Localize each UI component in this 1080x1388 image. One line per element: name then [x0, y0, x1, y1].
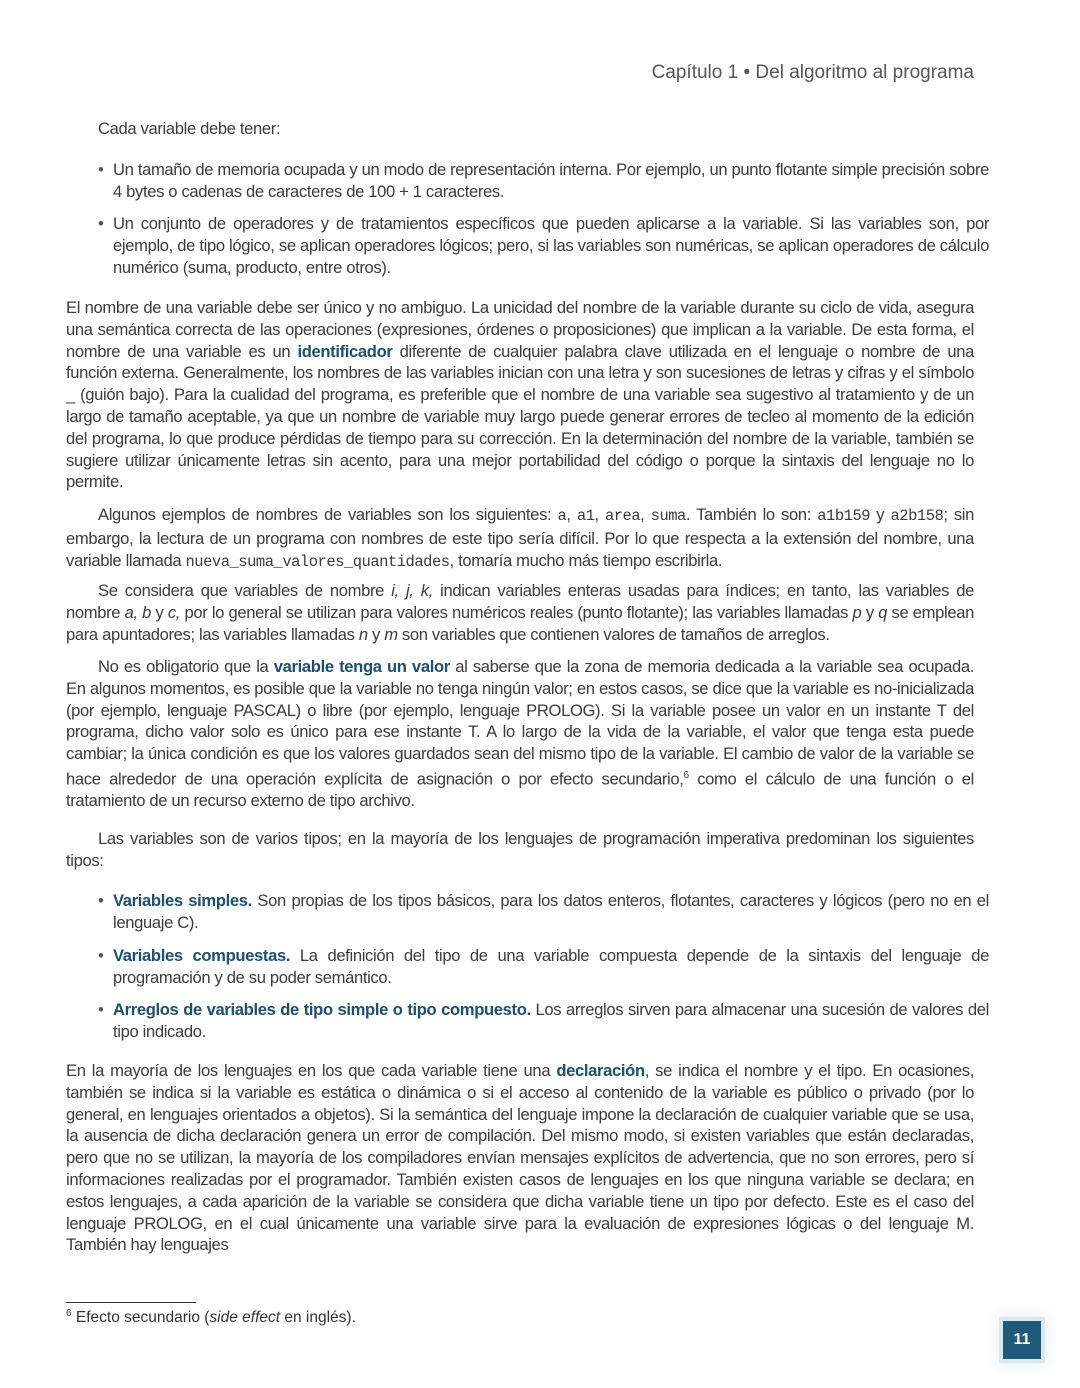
text-run: son variables que contienen valores de tamaños de arreglos. — [397, 624, 830, 644]
highlighted-term: variable tenga un valor — [273, 657, 450, 676]
text-run: Las variables son de varios tipos; en la mayoría de los lenguajes de programación imperativa predominan los siguientes tipos: — [66, 829, 974, 870]
text-run: Se considera que variables de nombre — [98, 581, 392, 600]
paragraph — [66, 656, 974, 812]
text-run: a, b — [124, 602, 152, 622]
text-run: y — [861, 602, 879, 622]
footnote-divider — [66, 1302, 196, 1303]
footnote-number: 6 — [66, 1308, 72, 1319]
footnote-text-end: en inglés). — [280, 1309, 356, 1327]
code-text: a2b158 — [890, 507, 944, 525]
text-run: por lo general se utilizan para valores numéricos reales (punto flotante); las variables llamadas — [180, 602, 853, 622]
bullet-item — [98, 159, 989, 203]
text-run: Un conjunto de operadores y de tratamientos específicos que pueden aplicarse a la variable. Si las variables son, por ejemplo, de tipo lógico, se aplican operadores lógicos; pero, si las variables son numéricas, se aplican operadores de cálculo numérico (suma, producto, entre otros). — [113, 214, 989, 277]
text-run: Un tamaño de memoria ocupada y un modo de representación interna. Por ejemplo, un punto flotante simple precisión sobre 4 bytes o cadenas de caracteres de 100 + 1 caracteres. — [113, 160, 989, 201]
chapter-header: Capítulo 1 • Del algoritmo al programa — [651, 62, 974, 83]
paragraph — [66, 828, 974, 872]
bullet-item — [98, 890, 989, 934]
text-run: , — [594, 505, 605, 524]
footnote-text: Efecto secundario ( — [71, 1309, 210, 1327]
text-run: al saberse que la zona de memoria dedicada a la variable sea ocupada. En algunos momentos, es posible que la variable no tenga ningún valor; en estos casos, se dice que la variable es no-inicializada (por ejemplo, lenguaje PASCAL) o libre (por ejemplo, lenguaje PROLOG). Si la variable posee un valor en un instante T del programa, dicho valor solo es único para ese instante T. A lo largo de la vida de la variable, el valor que tenga esta puede cambiar; la única condición es que los valores guardados sean del mismo tipo de la variable. El cambio de valor de la variable se hace alrededor de una operación explícita de asignación o por efecto secundario, — [66, 657, 974, 789]
text-run: m — [384, 624, 398, 644]
text-run: , — [566, 505, 577, 524]
code-text: area — [604, 507, 641, 525]
text-run: ; sin embargo, la lectura de un programa con nombres de este tipo sería difícil. Por lo que respecta a la extensión del nombre, una variable llamada — [66, 505, 974, 570]
text-run: No es obligatorio que la — [98, 657, 274, 676]
bullet-item — [98, 213, 989, 278]
highlighted-term: identificador — [297, 341, 393, 361]
text-run: , tomaría mucho más tiempo escribirla. — [449, 550, 723, 570]
highlighted-term: declaración — [556, 1061, 645, 1080]
text-run: y — [870, 505, 891, 524]
text-run: . También lo son: — [685, 505, 818, 524]
text-run: como el cálculo de una función o el tratamiento de un recurso externo de tipo archivo. — [66, 769, 974, 811]
text-run: Cada variable debe tener: — [98, 119, 281, 138]
text-run: y — [367, 624, 385, 644]
text-run: El nombre de una variable debe ser único y no ambiguo. La unicidad del nombre de la variable durante su ciclo de vida, asegura una semántica correcta de las operaciones (expresiones, órdenes o proposiciones) que implican a la variable. De esta forma, el nombre de una variable es un — [66, 298, 974, 361]
code-text: suma — [650, 507, 686, 525]
text-run: y — [151, 602, 168, 622]
highlighted-term: Variables simples. — [113, 891, 252, 910]
footnote-italic: side effect — [209, 1309, 281, 1327]
text-run: p — [852, 602, 862, 622]
code-text: a1b159 — [817, 507, 871, 525]
highlighted-term: Arreglos de variables de tipo simple o tipo compuesto. — [113, 1000, 531, 1019]
page-number-badge: 11 — [1003, 1321, 1041, 1359]
text-run: diferente de cualquier palabra clave utilizada en el lenguaje o nombre de una función externa. Generalmente, los nombres de las variables inician con una letra y son sucesiones de letras y cifras y el símbolo _ (guión bajo). Para la cualidad del programa, es preferible que el nombre de una variable sea sugestivo al tratamiento y de un largo de tamaño aceptable, ya que un nombre de variable muy largo puede generar errores de tecleo al momento de la edición del programa, lo que produce pérdidas de tiempo para su corrección. En la determinación del nombre de la variable, también se sugiere utilizar únicamente letras sin acento, para una mejor portabilidad del código o porque la sintaxis del lenguaje no lo permite. — [66, 341, 974, 492]
text-run: i, j, k, — [391, 581, 433, 600]
footnote — [66, 1308, 356, 1327]
paragraph — [66, 504, 974, 573]
text-run: , — [640, 505, 651, 524]
code-text: a1 — [576, 507, 595, 525]
text-run: c, — [167, 602, 181, 622]
bullet-item — [98, 945, 989, 989]
text-run: Algunos ejemplos de nombres de variables son los siguientes: — [98, 505, 558, 524]
code-text: a — [557, 507, 567, 525]
paragraph — [66, 580, 974, 645]
text-run: se emplean para apuntadores; las variables llamadas — [66, 602, 974, 644]
text-run: indican variables enteras usadas para índices; en tanto, las variables de nombre — [66, 581, 974, 622]
text-run: Son propias de los tipos básicos, para los datos enteros, flotantes, caracteres y lógicos (pero no en el lenguaje C). — [113, 891, 990, 932]
text-run: En la mayoría de los lenguajes en los que cada variable tiene una — [66, 1061, 557, 1080]
text-run: q — [878, 602, 888, 622]
paragraph — [66, 1060, 974, 1256]
paragraph — [98, 118, 1006, 140]
code-text: nueva_suma_valores_quantidades — [185, 552, 450, 571]
text-run: Los arreglos sirven para almacenar una sucesión de valores del tipo indicado. — [113, 1000, 989, 1041]
footnote-ref: 6 — [683, 769, 689, 781]
highlighted-term: Variables compuestas. — [113, 946, 291, 965]
text-run: n — [358, 624, 368, 644]
paragraph — [66, 297, 974, 493]
bullet-item — [98, 999, 989, 1043]
text-run: , se indica el nombre y el tipo. En ocasiones, también se indica si la variable es estática o dinámica o si el acceso al contenido de la variable es público o privado (por lo general, en lenguajes orientados a objetos). Si la semántica del lenguaje impone la declaración de cualquier variable que se usa, la ausencia de dicha declaración genera un error de compilación. Del mismo modo, si existen variables que están declaradas, pero que no se utilizan, la mayoría de los compiladores envían mensajes explícitos de advertencia, que no son errores, pero sí informaciones realizadas por el programador. También existen casos de lenguajes en los que ninguna variable se declara; en estos lenguajes, a cada aparición de la variable se considera que dicha variable tiene un tipo por defecto. Este es el caso del lenguaje PROLOG, en el cual únicamente una variable sirve para la evaluación de expresiones lógicas o del lenguaje M. También hay lenguajes — [66, 1061, 974, 1255]
text-run: La definición del tipo de una variable compuesta depende de la sintaxis del lenguaje de programación y de su poder semántico. — [113, 946, 989, 987]
